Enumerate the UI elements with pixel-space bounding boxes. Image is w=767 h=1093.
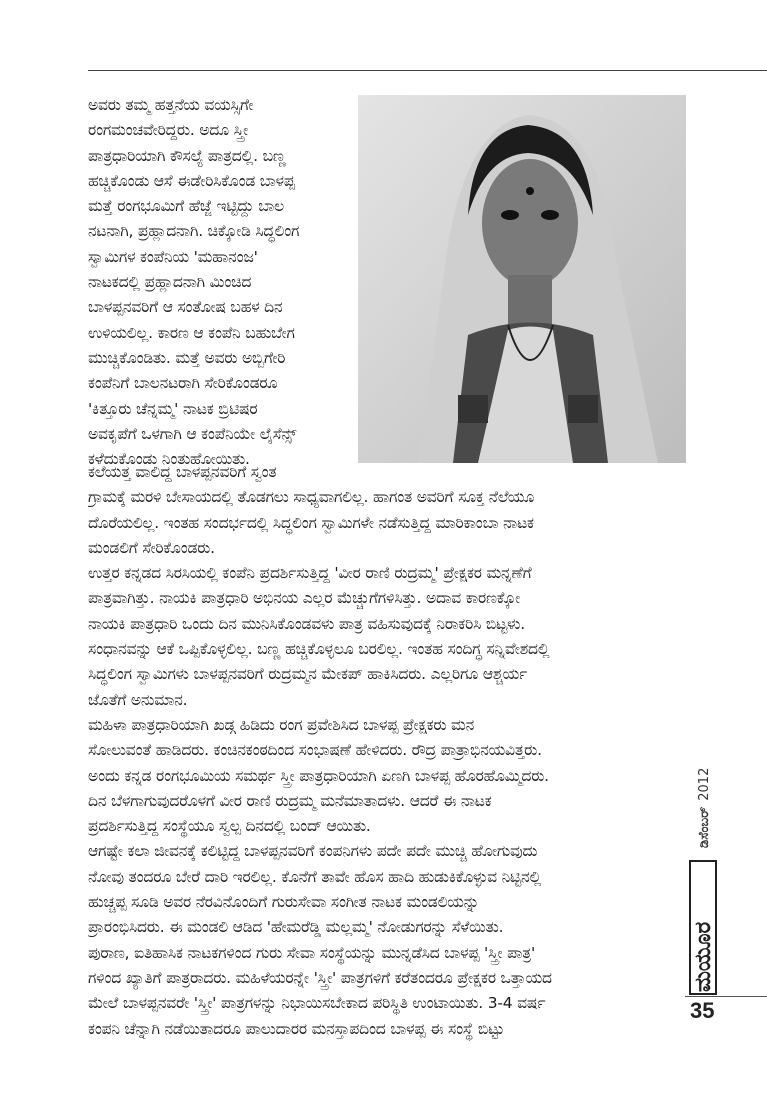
text-line: ಸಿದ್ಧಲಿಂಗ ಸ್ವಾಮಿಗಳು ಬಾಳಪ್ಪನವರಿಗೆ ರುದ್ರಮ್ಮನ ಮೇಕಪ್ ಹಾಕಿಸಿದರು. ಎಲ್ಲರಿಗೂ ಆಶ್ಚರ್ಯ [88, 665, 528, 684]
text-line: ಆಗಷ್ಟೇ ಕಲಾ ಜೀವನಕ್ಕೆ ಕಲಿಟ್ಟಿದ್ದ ಬಾಳಪ್ಪನವರಿಗೆ ಕಂಪನಿಗಳು ಪದೇ ಪದೇ ಮುಚ್ಚಿ ಹೋಗುವುದು [88, 842, 538, 861]
text-line: ಕಲೆಯತ್ತ ವಾಲಿದ್ದ ಬಾಳಪ್ಪನವರಿಗೆ ಸ್ವಂತ [88, 463, 277, 481]
text-line: ಪಾತ್ರವಾಗಿತ್ತು. ನಾಯಕಿ ಪಾತ್ರಧಾರಿ ಅಭಿನಯ ಎಲ್ಲರ ಮೆಚ್ಚುಗೆಗಳಿಸಿತ್ತು. ಅದಾವ ಕಾರಣಕ್ಕೋ [88, 589, 521, 608]
text-line: ಪ್ರದರ್ಶಿಸುತ್ತಿದ್ದ ಸಂಸ್ಥೆಯೂ ಸ್ವಲ್ಪ ದಿನದಲ್ಲಿ ಬಂದ್ ಆಯಿತು. [88, 817, 371, 836]
text-line: ಪುರಾಣ, ಐತಿಹಾಸಿಕ ನಾಟಕಗಳಿಂದ ಗುರು ಸೇವಾ ಸಂಸ್ಥೆಯನ್ನು ಮುನ್ನಡೆಸಿದ ಬಾಳಪ್ಪ 'ಸ್ತ್ರೀ ಪಾತ್ರ' [88, 943, 536, 962]
footer-rule [685, 996, 767, 997]
text-line: ಮತ್ತೆ ರಂಗಭೂಮಿಗೆ ಹೆಜ್ಜೆ ಇಟ್ಟಿದ್ದು ಬಾಲ [88, 197, 284, 216]
text-line: ಮೇಲೆ ಬಾಳಪ್ಪನವರೇ 'ಸ್ತ್ರೀ' ಪಾತ್ರಗಳನ್ನು ನಿಭಾಯಿಸಬೇಕಾದ ಪರಿಸ್ಥಿತಿ ಉಂಟಾಯಿತು. 3-4 ವರ್ಷ [88, 994, 546, 1013]
text-line: ಕಂಪನಿ ಚೆನ್ನಾಗಿ ನಡೆಯಿತಾದರೂ ಪಾಲುದಾರರ ಮನಸ್ತಾಪದಿಂದ ಬಾಳಪ್ಪ ಈ ಸಂಸ್ಥೆ ಬಿಟ್ಟು [88, 1019, 505, 1038]
text-line: ಮುಚ್ಚಿಕೊಂಡಿತು. ಮತ್ತೆ ಅವರು ಅಬ್ಬಿಗೇರಿ [88, 348, 286, 367]
article-column-wide [88, 460, 688, 1042]
text-line: ಉಳಿಯಲಿಲ್ಲ. ಕಾರಣ ಆ ಕಂಪೆನಿ ಬಹುಬೇಗ [88, 323, 295, 342]
text-line: ಸ್ವಾಮಿಗಳ ಕಂಪೆನಿಯ 'ಮಹಾನಂಜ' [88, 247, 258, 266]
text-line: ನಾಟಕದಲ್ಲಿ ಪ್ರಹ್ಲಾದನಾಗಿ ಮಿಂಚಿದ [88, 273, 252, 292]
text-line: ಹಚ್ಚಿಕೊಂಡು ಆಸೆ ಈಡೇರಿಸಿಕೊಂಡ ಬಾಳಪ್ಪ [88, 171, 295, 190]
text-line: ಅವರು ತಮ್ಮ ಹತ್ತನೆಯ ವಯಸ್ಸಿಗೇ [88, 96, 254, 114]
text-line: ಮಹಿಳಾ ಪಾತ್ರಧಾರಿಯಾಗಿ ಖಡ್ಗ ಹಿಡಿದು ರಂಗ ಪ್ರವೇಶಿಸಿದ ಬಾಳಪ್ಪ ಪ್ರೇಕ್ಷಕರು ಮನ [88, 715, 474, 734]
text-line: ಅವಕೃಪೆಗೆ ಒಳಗಾಗಿ ಆ ಕಂಪೆನಿಯೇ ಲೈಸೆನ್ಸ್ [88, 424, 297, 443]
text-line: ಪಾತ್ರಧಾರಿಯಾಗಿ ಕೌಸಲ್ಯೆ ಪಾತ್ರದಲ್ಲಿ. ಬಣ್ಣ [88, 146, 286, 165]
portrait-photo [358, 95, 686, 463]
article-column-narrow [88, 93, 350, 472]
text-line: ನೋವು ತಂದರೂ ಬೇರೆ ದಾರಿ ಇರಲಿಲ್ಲ. ಕೊನೆಗೆ ತಾವೇ ಹೊಸ ಹಾದಿ ಹುಡುಕಿಕೊಳ್ಳುವ ನಿಟ್ಟಿನಲ್ಲಿ [88, 867, 542, 886]
text-line: ಪ್ರಾರಂಭಿಸಿದರು. ಈ ಮಂಡಲಿ ಆಡಿದ 'ಹೇಮರೆಡ್ಡಿ ಮಲ್ಲಮ್ಮ' ನೋಡುಗರನ್ನು ಸೆಳೆಯಿತು. [88, 918, 504, 937]
issue-year: 2012 [697, 767, 712, 801]
magazine-name: ಮಯೂರ [691, 921, 716, 992]
page-number: 35 [690, 998, 715, 1023]
text-line: ರಂಗಮಂಚವೇರಿದ್ದರು. ಅದೂ ಸ್ತ್ರೀ [88, 121, 248, 140]
header-rule [88, 70, 767, 71]
text-line: 'ಕಿತ್ತೂರು ಚೆನ್ನಮ್ಮ' ನಾಟಕ ಬ್ರಿಟಿಷರ [88, 399, 258, 418]
text-line: ಕಂಪೆನಿಗೆ ಬಾಲನಟರಾಗಿ ಸೇರಿಕೊಂಡರೂ [88, 374, 278, 393]
text-line: ಮಂಡಲಿಗೆ ಸೇರಿಕೊಂಡರು. [88, 538, 215, 557]
text-line: ಹುಚ್ಚಪ್ಪ ಸೂಡಿ ಅವರ ನೆರವಿನೊಂದಿಗೆ ಗುರುಸೇವಾ ಸಂಗೀತ ನಾಟಕ ಮಂಡಲಿಯನ್ನು [88, 893, 480, 912]
text-line: ನಟನಾಗಿ, ಪ್ರಹ್ಲಾದನಾಗಿ. ಚಿಕ್ಕೋಡಿ ಸಿದ್ಧಲಿಂಗ [88, 222, 300, 241]
text-line: ಸೋಲುವಂತೆ ಹಾಡಿದರು. ಕಂಚಿನಕಂಠದಿಂದ ಸಂಭಾಷಣೆ ಹೇಳಿದರು. ರೌದ್ರ ಪಾತ್ರಾಭಿನಯವಿತ್ತರು. [88, 741, 542, 760]
text-line: ಜೊತೆಗೆ ಅನುಮಾನ. [88, 690, 188, 709]
text-line: ಗ್ರಾಮಕ್ಕೆ ಮರಳಿ ಬೇಸಾಯದಲ್ಲಿ ತೊಡಗಲು ಸಾಧ್ಯವಾಗಲಿಲ್ಲ. ಹಾಗಂತ ಅವರಿಗೆ ಸೂಕ್ತ ನೆಲೆಯೂ [88, 488, 535, 507]
text-line: ಅಂದು ಕನ್ನಡ ರಂಗಭೂಮಿಯ ಸಮರ್ಥ ಸ್ತ್ರೀ ಪಾತ್ರಧಾರಿಯಾಗಿ ಏಣಗಿ ಬಾಳಪ್ಪ ಹೊರಹೊಮ್ಮಿದರು. [88, 766, 549, 785]
text-line: ಸಂಧಾನವನ್ನು ಆಕೆ ಒಪ್ಪಿಕೊಳ್ಳಲಿಲ್ಲ. ಬಣ್ಣ ಹಚ್ಚಿಕೊಳ್ಳಲೂ ಬರಲಿಲ್ಲ. ಇಂತಹ ಸಂದಿಗ್ಧ ಸನ್ನಿವೇಶದಲ್ಲಿ [88, 640, 550, 659]
text-line: ಕಳೆದುಕೊಂಡು ನಿಂತುಹೋಯಿತು. [88, 450, 250, 469]
text-line: ದೊರೆಯಲಿಲ್ಲ. ಇಂತಹ ಸಂದರ್ಭದಲ್ಲಿ ಸಿದ್ಧಲಿಂಗ ಸ್ವಾಮಿಗಳೇ ನಡೆಸುತ್ತಿದ್ದ ಮಾರಿಕಾಂಬಾ ನಾಟಕ [88, 513, 534, 532]
text-line: ಬಾಳಪ್ಪನವರಿಗೆ ಆ ಸಂತೋಷ ಬಹಳ ದಿನ [88, 298, 283, 317]
issue-month: ಡಿಸೆಂಬರ್ [697, 806, 712, 848]
text-line: ಗಳಿಂದ ಖ್ಯಾತಿಗೆ ಪಾತ್ರರಾದರು. ಮಹಿಳೆಯರನ್ನೇ 'ಸ್ತ್ರೀ' ಪಾತ್ರಗಳಿಗೆ ಕರೆತಂದರೂ ಪ್ರೇಕ್ಷಕರ ಒತ್ತಾಯದ [88, 968, 552, 987]
magazine-brand [689, 820, 719, 995]
text-line: ದಿನ ಬೆಳಗಾಗುವುದರೊಳಗೆ ವೀರ ರಾಣಿ ರುದ್ರಮ್ಮ ಮನೆಮಾತಾದಳು. ಆದರೆ ಈ ನಾಟಕ [88, 791, 492, 810]
text-line: ಉತ್ತರ ಕನ್ನಡದ ಸಿರಸಿಯಲ್ಲಿ ಕಂಪೆನಿ ಪ್ರದರ್ಶಿಸುತ್ತಿದ್ದ 'ವೀರ ರಾಣಿ ರುದ್ರಮ್ಮ' ಪ್ರೇಕ್ಷಕರ ಮನ್ನಣೆಗೆ [88, 564, 532, 583]
text-line: ನಾಯಕಿ ಪಾತ್ರಧಾರಿ ಒಂದು ದಿನ ಮುನಿಸಿಕೊಂಡವಳು ಪಾತ್ರ ವಹಿಸುವುದಕ್ಕೆ ನಿರಾಕರಿಸಿ ಬಿಟ್ಟಳು. [88, 614, 525, 633]
